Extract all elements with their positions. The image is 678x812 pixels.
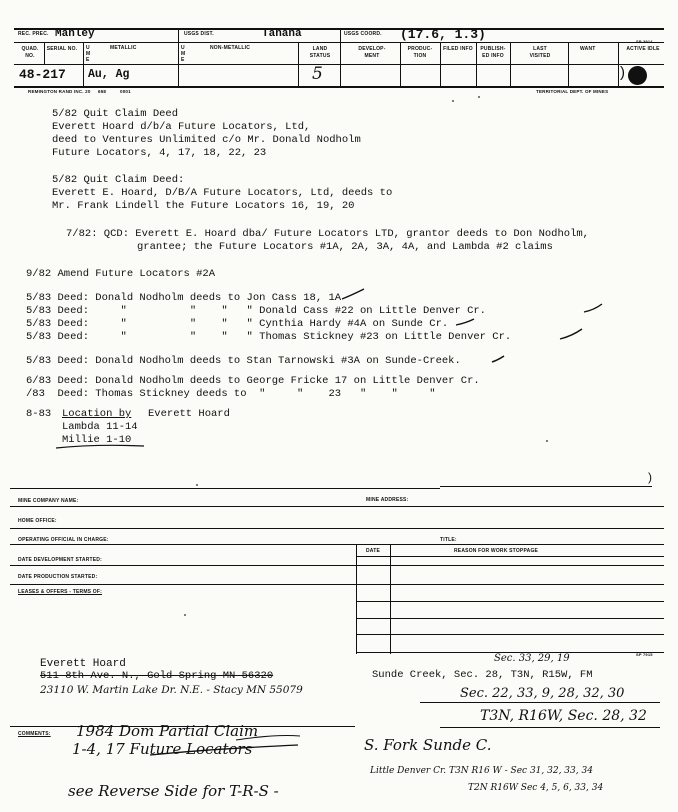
entry-line: /83 Deed: Thomas Stickney deeds to " " 23 " " " bbox=[26, 388, 436, 400]
location-hand-3: T3N, R16W, Sec. 28, 32 bbox=[480, 708, 647, 724]
form-code-2: SP 7915 bbox=[636, 652, 653, 657]
col-filed-info: FILED INFO bbox=[443, 46, 473, 52]
date-col-header: DATE bbox=[366, 548, 381, 554]
entry-line: Lambda 11-14 bbox=[62, 421, 138, 433]
entry-line: 5/82 Quit Claim Deed: bbox=[52, 174, 185, 186]
location-hand-4: S. Fork Sunde C. bbox=[364, 736, 492, 754]
entry-line: Millie 1-10 bbox=[62, 434, 132, 446]
owner-old-address: 511 8th Ave. N., Gold Spring MN 56320 bbox=[40, 670, 274, 682]
col-metallic: METALLIC bbox=[110, 45, 137, 51]
entry-line: Everett Hoard bbox=[148, 408, 230, 420]
location-hand-1: Sec. 33, 29, 19 bbox=[494, 653, 570, 664]
owner-name: Everett Hoard bbox=[40, 658, 126, 670]
mine-address-label: MINE ADDRESS: bbox=[366, 497, 409, 503]
entry-line: 5/83 Deed: " " " " Cynthia Hardy #4A on Sunde Cr. bbox=[26, 318, 449, 330]
rec-prec-label: REC. PREC. bbox=[18, 31, 49, 37]
comments-label: COMMENTS: bbox=[18, 731, 51, 737]
owner-new-address: 23110 W. Martin Lake Dr. N.E. - Stacy MN 55079 bbox=[40, 684, 303, 696]
quad-no-value: 48-217 bbox=[19, 67, 66, 82]
rec-prec-value: Manley bbox=[55, 28, 95, 40]
comments-line-1: 1984 Dom Partial Claim bbox=[76, 722, 259, 740]
col-published-info: PUBLISH- ED INFO bbox=[480, 46, 506, 59]
home-office-label: HOME OFFICE: bbox=[18, 518, 57, 524]
entry-line: 7/82: QCD: Everett E. Hoard dba/ Future Locators LTD, grantor deeds to Don Nodholm, bbox=[66, 228, 589, 240]
entry-line: 5/83 Deed: Donald Nodholm deeds to Jon Cass 18, 1A bbox=[26, 292, 342, 304]
active-status-tick-icon: ) bbox=[620, 64, 625, 81]
col-last-visited: LAST VISITED bbox=[529, 46, 551, 59]
metallic-value: Au, Ag bbox=[88, 68, 130, 81]
entry-line: 5/83 Deed: " " " " Donald Cass #22 on Little Denver Cr. bbox=[26, 305, 486, 317]
printer-code-1: 658 bbox=[98, 89, 107, 94]
usgs-dist-value: Tanana bbox=[262, 28, 302, 40]
reason-col-header: REASON FOR WORK STOPPAGE bbox=[454, 548, 539, 554]
entry-line: Everett Hoard d/b/a Future Locators, Ltd, bbox=[52, 121, 311, 133]
date-production-label: DATE PRODUCTION STARTED: bbox=[18, 574, 98, 580]
entry-line: Location by bbox=[62, 408, 132, 420]
form-corner-mark: ) bbox=[648, 470, 652, 484]
col-non-metallic-marks: U M E bbox=[181, 45, 186, 63]
operating-official-label: OPERATING OFFICIAL IN CHARGE: bbox=[18, 537, 109, 543]
entry-line: 9/82 Amend Future Locators #2A bbox=[26, 268, 216, 280]
usgs-coord-value: (17.6, 1.3) bbox=[400, 27, 486, 42]
usgs-dist-label: USGS DIST. bbox=[184, 31, 214, 37]
comments-line-2: 1-4, 17 Future Locators bbox=[72, 740, 253, 758]
entry-line: 6/83 Deed: Donald Nodholm deeds to George Fricke 17 on Little Denver Cr. bbox=[26, 375, 480, 387]
underline-stroke bbox=[236, 736, 300, 741]
location-typed: Sunde Creek, Sec. 28, T3N, R15W, FM bbox=[372, 669, 593, 681]
col-development: DEVELOP- MENT bbox=[358, 46, 386, 59]
entry-line: Mr. Frank Lindell the Future Locators 16, 19, 20 bbox=[52, 200, 355, 212]
printer-code-2: 0001 bbox=[120, 89, 131, 94]
underline-stroke bbox=[150, 745, 298, 755]
entry-line: grantee; the Future Locators #1A, 2A, 3A, 4A, and Lambda #2 claims bbox=[137, 241, 553, 253]
date-development-label: DATE DEVELOPMENT STARTED: bbox=[18, 557, 102, 563]
col-serial-no: SERIAL NO. bbox=[46, 46, 78, 52]
col-want: WANT bbox=[580, 46, 596, 52]
location-hand-5: Little Denver Cr. T3N R16 W - Sec 31, 32, 33, 34 bbox=[370, 766, 593, 776]
col-production: PRODUC- TION bbox=[407, 46, 433, 59]
entry-line: 5/83 Deed: Donald Nodholm deeds to Stan Tarnowski #3A on Sunde-Creek. bbox=[26, 355, 461, 367]
col-metallic-marks: U M E bbox=[86, 45, 91, 63]
title-label: TITLE: bbox=[440, 537, 457, 543]
land-status-value: 5 bbox=[312, 64, 323, 84]
entry-line: 8-83 bbox=[26, 408, 52, 420]
entry-line: 5/82 Quit Claim Deed bbox=[52, 108, 179, 120]
col-non-metallic: NON-METALLIC bbox=[210, 45, 251, 51]
mine-company-name-label: MINE COMPANY NAME: bbox=[18, 498, 79, 504]
entry-line: deed to Ventures Unlimited c/o Mr. Donald Nodholm bbox=[52, 134, 361, 146]
col-land-status: LAND STATUS bbox=[309, 46, 331, 59]
territorial-dept: TERRITORIAL DEPT. OF MINES bbox=[536, 89, 609, 94]
usgs-coord-label: USGS COORD. bbox=[344, 31, 382, 37]
col-quad-no: QUAD. NO. bbox=[21, 46, 39, 59]
entry-line: Future Locators, 4, 17, 18, 22, 23 bbox=[52, 147, 267, 159]
location-hand-6: T2N R16W Sec 4, 5, 6, 33, 34 bbox=[468, 783, 604, 793]
entry-line: Everett E. Hoard, D/B/A Future Locators, Ltd, deeds to bbox=[52, 187, 393, 199]
entry-line: 5/83 Deed: " " " " Thomas Stickney #23 on Little Denver Cr. bbox=[26, 331, 512, 343]
comments-line-3: see Reverse Side for T-R-S - bbox=[68, 782, 279, 800]
printer-line: REMINGTON RAND INC. 20 bbox=[28, 89, 91, 94]
leases-label: LEASES & OFFERS - TERMS OF: bbox=[18, 589, 103, 595]
col-active-idle: ACTIVE IDLE bbox=[626, 46, 660, 52]
location-hand-2: Sec. 22, 33, 9, 28, 32, 30 bbox=[460, 686, 625, 701]
